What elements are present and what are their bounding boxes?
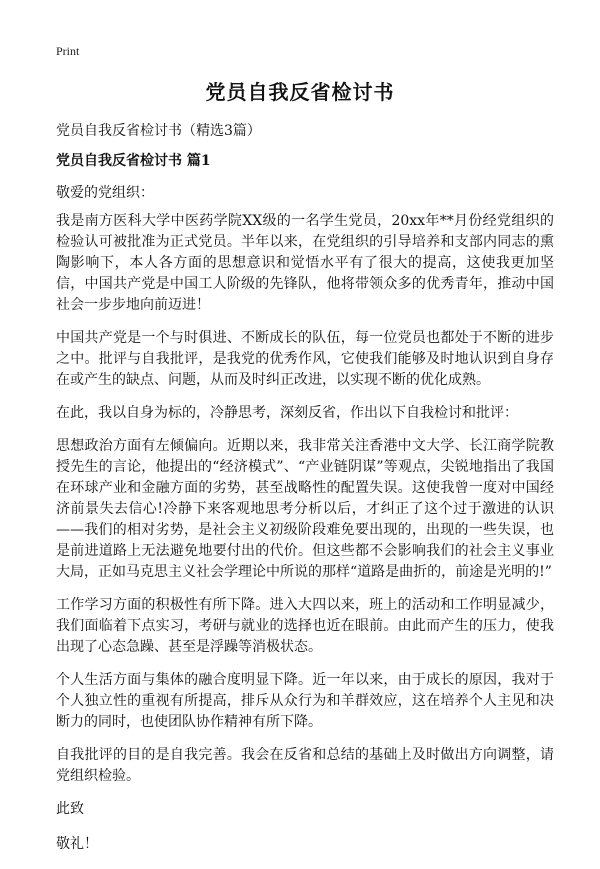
paragraph-work-study: 工作学习方面的积极性有所下降。进入大四以来，班上的活动和工作明显减少，我们面临着下点实习，考研与就业的选择也近在眼前。由此而产生的压力，使我出现了心态急躁、甚至是浮躁等消极状态。 — [56, 597, 554, 655]
paragraph-intro: 我是南方医科大学中医药学院XX级的一名学生党员，20xx年**月份经党组织的检验认可被批准为正式党员。半年以来，在党组织的引导培养和支部内同志的熏陶影响下，本人各方面的思想意识和觉悟水平有了很大的提高，这使我更加坚信，中国共产党是中国工人阶级的先锋队，他将带领众多的优秀青年，推动中国社会一步步地向前迈进！ — [56, 213, 554, 313]
closing-regards: 敬礼！ — [56, 836, 98, 852]
letter-body — [56, 211, 554, 869]
closing-salutation: 此致 — [56, 801, 84, 817]
section-heading: 党员自我反省检讨书 篇1 — [56, 153, 211, 169]
paragraph-party-progress: 中国共产党是一个与时俱进、不断成长的队伍，每一位党员也都处于不断的进步之中。批评与自我批评，是我党的优秀作风，它使我们能够及时地认识到自身存在或产生的缺点、问题，从而及时纠正改进，以实现不断的优化成熟。 — [56, 330, 554, 388]
page-title: 党员自我反省检讨书 — [205, 80, 395, 104]
document-subtitle: 党员自我反省检讨书（精选3篇） — [56, 123, 261, 139]
paragraph-conclusion: 自我批评的目的是自我完善。我会在反省和总结的基础上及时做出方向调整，请党组织检验。 — [56, 747, 554, 784]
paragraph-personal-life: 个人生活方面与集体的融合度明显下降。近一年以来，由于成长的原因，我对于个人独立性的重视有所提高，排斥从众行为和羊群效应，这在培养个人主见和决断力的同时，也使团队协作精神有所下降。 — [56, 672, 554, 730]
paragraph-self-review: 在此，我以自身为标的，冷静思考，深刻反省，作出以下自我检讨和批评： — [56, 405, 518, 421]
paragraph-political-thought: 思想政治方面有左倾偏向。近期以来，我非常关注香港中文大学、长江商学院教授先生的言论，他提出的“经济模式”、“产业链阴谋”等观点，尖锐地指出了我国在环球产业和金融方面的劣势，甚至战略性的配置失误。这使我曾一度对中国经济前景失去信心!冷静下来客观地思考分析以后，才纠正了这个过于激进的认识——我们的相对劣势，是社会主义初级阶段难免要出现的，出现的一些失误，也是前进道路上无法避免地要付出的代价。但这些都不会影响我们的社会主义事业大局，正如马克思主义社会学理论中所说的那样“道路是曲折的，前途是光明的!” — [56, 438, 554, 580]
print-label[interactable]: Print — [56, 44, 80, 58]
greeting-line: 敬爱的党组织： — [56, 185, 154, 201]
